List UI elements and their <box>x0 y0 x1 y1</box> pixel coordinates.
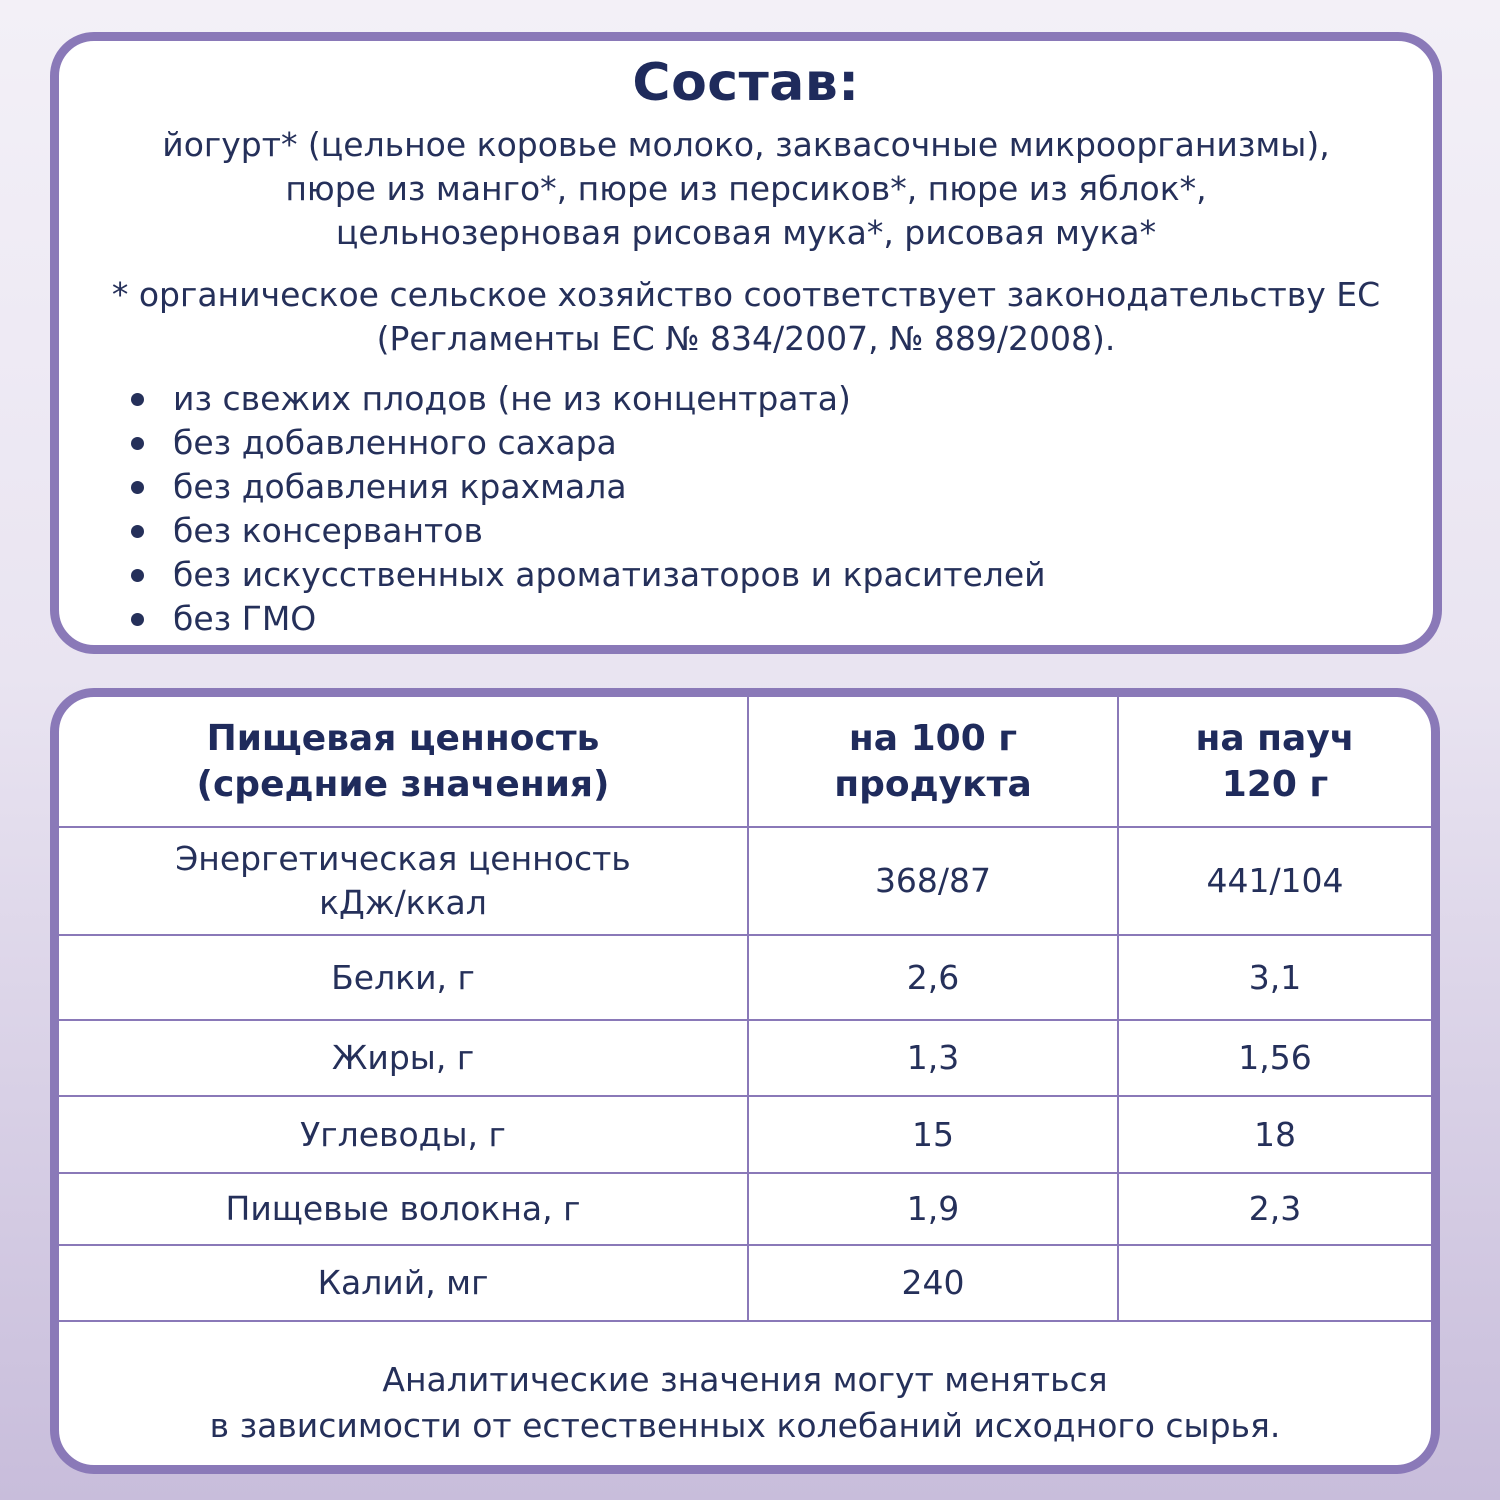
value-per-pouch: 441/104 <box>1118 827 1431 935</box>
value-per-100g: 240 <box>748 1245 1118 1321</box>
nutrient-line: Пищевые волокна, г <box>225 1189 581 1228</box>
table-row <box>59 827 1431 935</box>
value-per-100g: 368/87 <box>748 827 1118 935</box>
nutrient-line: Энергетическая ценность <box>175 839 631 878</box>
value-per-100g: 15 <box>748 1096 1118 1173</box>
value-per-100g: 1,9 <box>748 1173 1118 1245</box>
note-line: в зависимости от естественных колебаний исходного сырья. <box>209 1406 1281 1445</box>
table-row <box>59 1245 1431 1321</box>
bullet-icon <box>131 613 144 626</box>
header-line: 120 г <box>1221 763 1329 805</box>
ingredients-line: йогурт* (цельное коровье молоко, заквасочные микроорганизмы), <box>162 125 1330 164</box>
header-per-pouch <box>1118 697 1431 827</box>
feature-item <box>131 509 1046 553</box>
feature-item <box>131 377 1046 421</box>
organic-footnote <box>69 273 1423 361</box>
nutrient-name <box>59 935 748 1020</box>
bullet-icon <box>131 569 144 582</box>
note-line: Аналитические значения могут меняться <box>382 1360 1108 1399</box>
nutrient-line: Жиры, г <box>331 1038 475 1077</box>
feature-label: без добавления крахмала <box>173 467 627 506</box>
value-per-100g: 1,3 <box>748 1020 1118 1096</box>
header-line: на пауч <box>1195 717 1355 759</box>
nutrient-name <box>59 1020 748 1096</box>
feature-item <box>131 465 1046 509</box>
header-line: продукта <box>834 763 1032 805</box>
header-per-100g <box>748 697 1118 827</box>
bullet-icon <box>131 525 144 538</box>
footnote-line: (Регламенты ЕС № 834/2007, № 889/2008). <box>376 319 1116 358</box>
feature-label: без ГМО <box>173 599 317 638</box>
feature-label: без добавленного сахара <box>173 423 617 462</box>
nutrient-name <box>59 1173 748 1245</box>
feature-list <box>131 377 1046 641</box>
table-row <box>59 1173 1431 1245</box>
composition-title: Состав: <box>632 53 860 113</box>
nutrition-panel <box>50 688 1440 1474</box>
feature-label: без консервантов <box>173 511 483 550</box>
bullet-icon <box>131 437 144 450</box>
analytics-note <box>59 1357 1431 1449</box>
footnote-line: * органическое сельское хозяйство соответствует законодательству ЕС <box>111 275 1381 314</box>
value-per-pouch: 18 <box>1118 1096 1431 1173</box>
header-line: Пищевая ценность <box>206 717 600 759</box>
header-line: (средние значения) <box>196 763 610 805</box>
header-line: на 100 г <box>848 717 1018 759</box>
value-per-pouch: 2,3 <box>1118 1173 1431 1245</box>
table-row <box>59 935 1431 1020</box>
nutrition-table <box>59 697 1431 1322</box>
header-nutrient <box>59 697 748 827</box>
nutrient-name <box>59 827 748 935</box>
nutrient-line: Калий, мг <box>317 1263 489 1302</box>
table-row <box>59 1096 1431 1173</box>
nutrient-line: Углеводы, г <box>300 1114 506 1154</box>
feature-item <box>131 597 1046 641</box>
feature-label: без искусственных ароматизаторов и красителей <box>173 555 1046 594</box>
bullet-icon <box>131 393 144 406</box>
composition-panel <box>50 32 1442 654</box>
table-header-row <box>59 697 1431 827</box>
nutrient-line: Белки, г <box>331 957 475 997</box>
nutrient-name <box>59 1245 748 1321</box>
ingredients-line: пюре из манго*, пюре из персиков*, пюре из яблок*, <box>285 169 1207 208</box>
feature-item <box>131 553 1046 597</box>
value-per-pouch: 3,1 <box>1118 935 1431 1020</box>
ingredients-text <box>69 123 1423 255</box>
value-per-pouch: 1,56 <box>1118 1020 1431 1096</box>
value-per-100g: 2,6 <box>748 935 1118 1020</box>
nutrient-name <box>59 1096 748 1173</box>
nutrient-line: кДж/ккал <box>319 883 487 922</box>
bullet-icon <box>131 481 144 494</box>
table-row <box>59 1020 1431 1096</box>
feature-label: из свежих плодов (не из концентрата) <box>173 379 851 418</box>
ingredients-line: цельнозерновая рисовая мука*, рисовая мука* <box>335 213 1157 252</box>
value-per-pouch <box>1118 1245 1431 1321</box>
feature-item <box>131 421 1046 465</box>
